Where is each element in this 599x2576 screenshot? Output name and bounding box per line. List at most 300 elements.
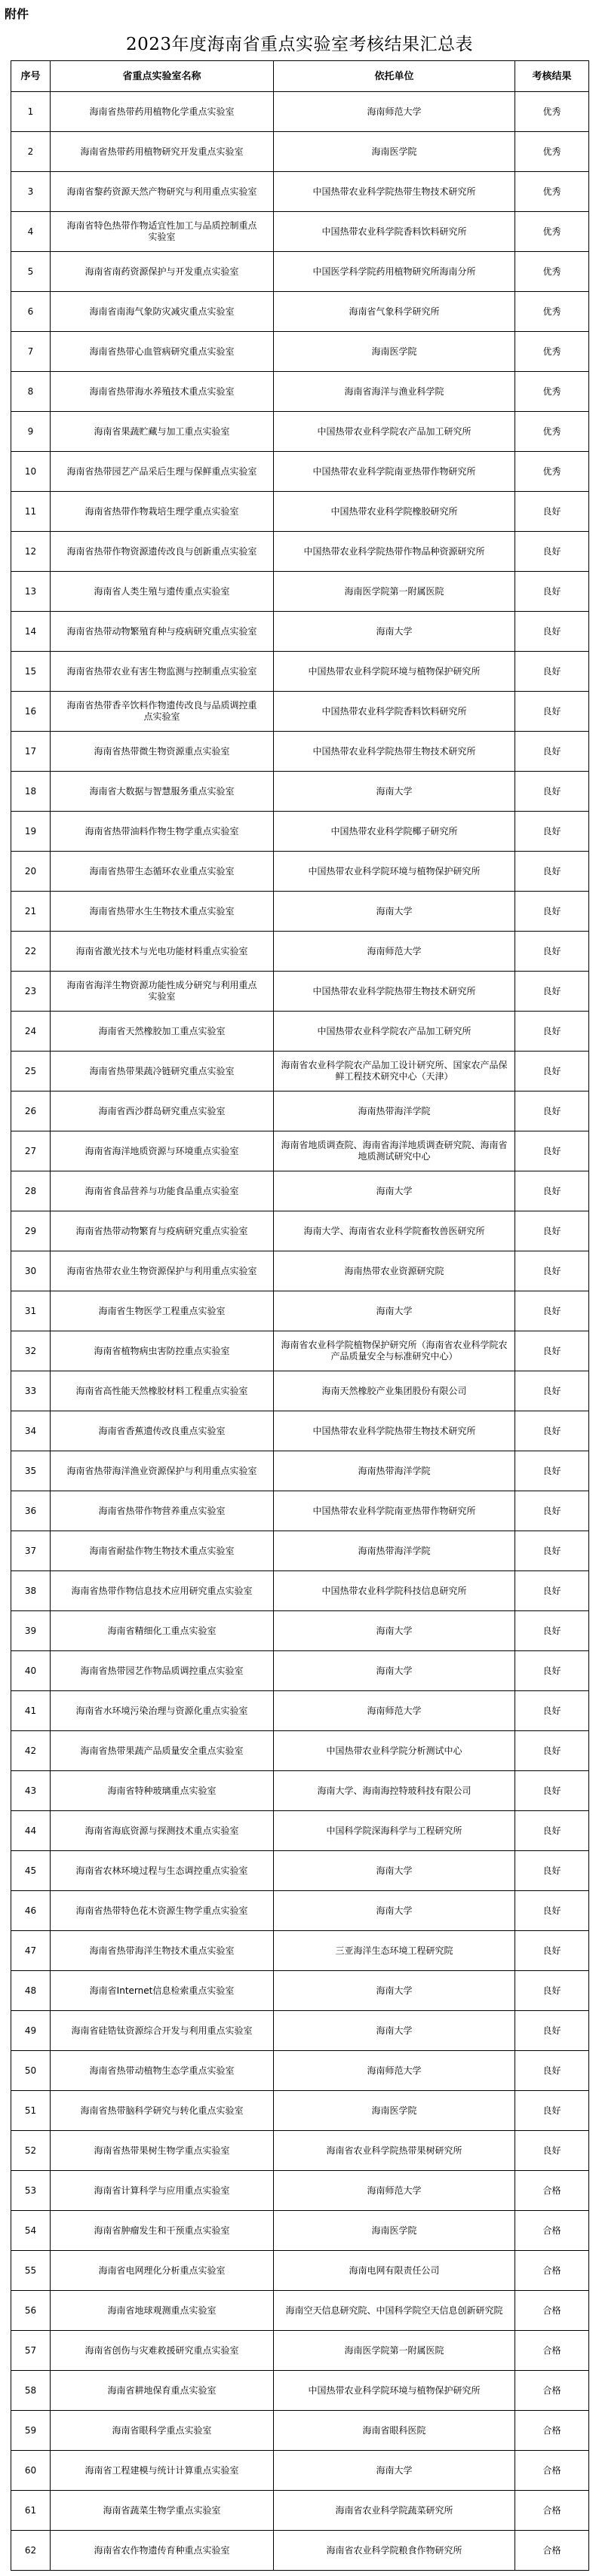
cell-lab-name: 海南省计算科学与应用重点实验室: [51, 2171, 274, 2211]
cell-lab-name: 海南省热带果蔬冷链研究重点实验室: [51, 1052, 274, 1091]
cell-result: 良好: [515, 1491, 589, 1531]
cell-serial: 42: [11, 1731, 51, 1771]
cell-host-unit: 海南大学: [274, 1651, 515, 1691]
table-row: [11, 1131, 589, 1171]
cell-host-unit: 海南大学: [274, 1891, 515, 1931]
table-row: [11, 172, 589, 212]
cell-lab-name: 海南省热带微生物资源重点实验室: [51, 732, 274, 772]
cell-serial: 1: [11, 92, 51, 132]
cell-host-unit: 中国热带农业科学院南亚热带作物研究所: [274, 452, 515, 492]
table-row: [11, 1691, 589, 1731]
cell-result: 良好: [515, 1851, 589, 1891]
table-row: [11, 1531, 589, 1571]
table-row: [11, 412, 589, 452]
cell-serial: 28: [11, 1171, 51, 1211]
cell-serial: 12: [11, 532, 51, 572]
cell-host-unit: 中国热带农业科学院热带生物技术研究所: [274, 732, 515, 772]
cell-result: 良好: [515, 1411, 589, 1451]
cell-result: 良好: [515, 692, 589, 732]
cell-host-unit: 中国热带农业科学院环境与植物保护研究所: [274, 2371, 515, 2411]
cell-serial: 32: [11, 1331, 51, 1371]
cell-host-unit: 海南大学: [274, 2451, 515, 2491]
cell-lab-name: 海南省热带作物信息技术应用研究重点实验室: [51, 1571, 274, 1611]
cell-serial: 58: [11, 2371, 51, 2411]
table-row: [11, 2011, 589, 2051]
cell-serial: 16: [11, 692, 51, 732]
cell-lab-name: 海南省高性能天然橡胶材料工程重点实验室: [51, 1371, 274, 1411]
cell-serial: 19: [11, 812, 51, 852]
table-row: [11, 2491, 589, 2531]
table-row: [11, 1571, 589, 1611]
cell-serial: 7: [11, 332, 51, 372]
cell-result: 良好: [515, 2131, 589, 2171]
cell-result: 良好: [515, 852, 589, 892]
cell-result: 良好: [515, 772, 589, 812]
cell-serial: 38: [11, 1571, 51, 1611]
table-row: [11, 972, 589, 1012]
table-row: [11, 1291, 589, 1331]
table-row: [11, 852, 589, 892]
table-row: [11, 932, 589, 972]
cell-host-unit: 中国热带农业科学院环境与植物保护研究所: [274, 652, 515, 692]
cell-lab-name: 海南省海洋地质资源与环境重点实验室: [51, 1131, 274, 1171]
cell-host-unit: 海南大学: [274, 1611, 515, 1651]
table-header-row: [11, 61, 589, 92]
cell-serial: 51: [11, 2091, 51, 2131]
cell-result: 良好: [515, 1091, 589, 1131]
cell-lab-name: 海南省热带油料作物生物学重点实验室: [51, 812, 274, 852]
table-row: [11, 1851, 589, 1891]
title-area: [0, 24, 599, 60]
cell-result: 合格: [515, 2451, 589, 2491]
cell-lab-name: 海南省热带园艺产品采后生理与保鲜重点实验室: [51, 452, 274, 492]
cell-host-unit: 中国热带农业科学院橡胶研究所: [274, 492, 515, 532]
cell-lab-name: 海南省Internet信息检索重点实验室: [51, 1971, 274, 2011]
cell-result: 良好: [515, 1251, 589, 1291]
cell-host-unit: 海南师范大学: [274, 92, 515, 132]
cell-serial: 45: [11, 1851, 51, 1891]
cell-result: 良好: [515, 2051, 589, 2091]
cell-serial: 18: [11, 772, 51, 812]
cell-serial: 60: [11, 2451, 51, 2491]
cell-serial: 17: [11, 732, 51, 772]
cell-host-unit: 海南空天信息研究院、中国科学院空天信息创新研究院: [274, 2291, 515, 2331]
cell-serial: 50: [11, 2051, 51, 2091]
cell-lab-name: 海南省热带药用植物研究开发重点实验室: [51, 132, 274, 172]
table-row: [11, 1651, 589, 1691]
cell-host-unit: 海南省农业科学院粮食作物研究所: [274, 2531, 515, 2571]
cell-serial: 5: [11, 252, 51, 292]
cell-host-unit: 海南热带海洋学院: [274, 1531, 515, 1571]
cell-host-unit: 中国热带农业科学院分析测试中心: [274, 1731, 515, 1771]
table-row: [11, 1331, 589, 1371]
cell-lab-name: 海南省大数据与智慧服务重点实验室: [51, 772, 274, 812]
table-row: [11, 2331, 589, 2371]
cell-host-unit: 海南热带海洋学院: [274, 1091, 515, 1131]
cell-lab-name: 海南省地球观测重点实验室: [51, 2291, 274, 2331]
cell-lab-name: 海南省热带脑科学研究与转化重点实验室: [51, 2091, 274, 2131]
cell-serial: 61: [11, 2491, 51, 2531]
cell-result: 优秀: [515, 92, 589, 132]
cell-serial: 27: [11, 1131, 51, 1171]
table-row: [11, 2371, 589, 2411]
table-row: [11, 1211, 589, 1251]
cell-serial: 39: [11, 1611, 51, 1651]
cell-serial: 9: [11, 412, 51, 452]
cell-result: 良好: [515, 1691, 589, 1731]
table-row: [11, 2251, 589, 2291]
cell-host-unit: 海南医学院第一附属医院: [274, 572, 515, 612]
cell-lab-name: 海南省热带作物资源遗传改良与创新重点实验室: [51, 532, 274, 572]
cell-serial: 25: [11, 1052, 51, 1091]
table-row: [11, 452, 589, 492]
cell-lab-name: 海南省生物医学工程重点实验室: [51, 1291, 274, 1331]
table-row: [11, 2051, 589, 2091]
cell-serial: 35: [11, 1451, 51, 1491]
cell-lab-name: 海南省农作物遗传育种重点实验室: [51, 2531, 274, 2571]
cell-result: 良好: [515, 1651, 589, 1691]
cell-host-unit: 中国热带农业科学院香料饮料研究所: [274, 212, 515, 252]
cell-host-unit: 海南医学院: [274, 132, 515, 172]
table-row: [11, 1451, 589, 1491]
cell-result: 合格: [515, 2371, 589, 2411]
cell-lab-name: 海南省创伤与灾难救援研究重点实验室: [51, 2331, 274, 2371]
cell-lab-name: 海南省植物病虫害防控重点实验室: [51, 1331, 274, 1371]
cell-result: 优秀: [515, 212, 589, 252]
cell-lab-name: 海南省热带海洋渔业资源保护与利用重点实验室: [51, 1451, 274, 1491]
cell-serial: 34: [11, 1411, 51, 1451]
cell-lab-name: 海南省食品营养与功能食品重点实验室: [51, 1171, 274, 1211]
cell-result: 合格: [515, 2531, 589, 2571]
cell-lab-name: 海南省天然橡胶加工重点实验室: [51, 1012, 274, 1052]
cell-lab-name: 海南省硅锆钛资源综合开发与利用重点实验室: [51, 2011, 274, 2051]
table-row: [11, 1931, 589, 1971]
cell-lab-name: 海南省热带作物栽培生理学重点实验室: [51, 492, 274, 532]
cell-host-unit: 海南大学: [274, 772, 515, 812]
cell-serial: 22: [11, 932, 51, 972]
table-row: [11, 332, 589, 372]
cell-host-unit: 海南热带农业资源研究院: [274, 1251, 515, 1291]
cell-lab-name: 海南省热带作物营养重点实验室: [51, 1491, 274, 1531]
cell-result: 良好: [515, 612, 589, 652]
cell-serial: 4: [11, 212, 51, 252]
cell-result: 良好: [515, 732, 589, 772]
cell-host-unit: 中国热带农业科学院环境与植物保护研究所: [274, 852, 515, 892]
table-row: [11, 212, 589, 252]
cell-lab-name: 海南省热带海水养殖技术重点实验室: [51, 372, 274, 412]
cell-lab-name: 海南省工程建模与统计计算重点实验室: [51, 2451, 274, 2491]
cell-lab-name: 海南省海底资源与探测技术重点实验室: [51, 1811, 274, 1851]
cell-serial: 56: [11, 2291, 51, 2331]
table-row: [11, 2451, 589, 2491]
cell-result: 良好: [515, 972, 589, 1012]
cell-lab-name: 海南省肿瘤发生和干预重点实验室: [51, 2211, 274, 2251]
cell-lab-name: 海南省热带心血管病研究重点实验室: [51, 332, 274, 372]
cell-serial: 41: [11, 1691, 51, 1731]
header-result: 考核结果: [515, 61, 589, 92]
cell-lab-name: 海南省水环境污染治理与资源化重点实验室: [51, 1691, 274, 1731]
cell-host-unit: 海南大学: [274, 1971, 515, 2011]
cell-serial: 13: [11, 572, 51, 612]
cell-lab-name: 海南省蔬菜生物学重点实验室: [51, 2491, 274, 2531]
cell-lab-name: 海南省热带果树生物学重点实验室: [51, 2131, 274, 2171]
cell-lab-name: 海南省热带动物繁殖育种与疫病研究重点实验室: [51, 612, 274, 652]
table-row: [11, 2131, 589, 2171]
cell-result: 良好: [515, 572, 589, 612]
cell-serial: 23: [11, 972, 51, 1012]
cell-serial: 8: [11, 372, 51, 412]
cell-host-unit: 中国热带农业科学院热带生物技术研究所: [274, 172, 515, 212]
cell-host-unit: 海南天然橡胶产业集团股份有限公司: [274, 1371, 515, 1411]
cell-lab-name: 海南省精细化工重点实验室: [51, 1611, 274, 1651]
cell-host-unit: 中国热带农业科学院椰子研究所: [274, 812, 515, 852]
table-row: [11, 1731, 589, 1771]
cell-host-unit: 海南大学: [274, 1851, 515, 1891]
cell-host-unit: 中国热带农业科学院科技信息研究所: [274, 1571, 515, 1611]
cell-host-unit: 中国热带农业科学院农产品加工研究所: [274, 1012, 515, 1052]
cell-lab-name: 海南省激光技术与光电功能材料重点实验室: [51, 932, 274, 972]
cell-result: 合格: [515, 2411, 589, 2451]
table-body: [11, 92, 589, 2571]
cell-host-unit: 中国热带农业科学院热带生物技术研究所: [274, 1411, 515, 1451]
cell-host-unit: 海南医学院: [274, 332, 515, 372]
cell-lab-name: 海南省香蕉遗传改良重点实验室: [51, 1411, 274, 1451]
cell-lab-name: 海南省热带农业生物资源保护与利用重点实验室: [51, 1251, 274, 1291]
cell-lab-name: 海南省热带药用植物化学重点实验室: [51, 92, 274, 132]
cell-lab-name: 海南省西沙群岛研究重点实验室: [51, 1091, 274, 1131]
table-row: [11, 1971, 589, 2011]
cell-serial: 6: [11, 292, 51, 332]
cell-result: 良好: [515, 932, 589, 972]
table-row: [11, 1052, 589, 1091]
cell-serial: 46: [11, 1891, 51, 1931]
cell-serial: 11: [11, 492, 51, 532]
cell-host-unit: 海南医学院第一附属医院: [274, 2331, 515, 2371]
cell-host-unit: 中国医学科学院药用植物研究所海南分所: [274, 252, 515, 292]
cell-lab-name: 海南省南药资源保护与开发重点实验室: [51, 252, 274, 292]
cell-serial: 10: [11, 452, 51, 492]
cell-serial: 43: [11, 1771, 51, 1811]
table-row: [11, 1811, 589, 1851]
cell-serial: 20: [11, 852, 51, 892]
cell-host-unit: 海南电网有限责任公司: [274, 2251, 515, 2291]
cell-result: 合格: [515, 2211, 589, 2251]
cell-host-unit: 海南大学: [274, 1171, 515, 1211]
cell-host-unit: 海南大学: [274, 2011, 515, 2051]
header-serial: 序号: [11, 61, 51, 92]
cell-result: 良好: [515, 1211, 589, 1251]
cell-host-unit: 海南大学: [274, 1291, 515, 1331]
cell-host-unit: 海南师范大学: [274, 2171, 515, 2211]
cell-result: 良好: [515, 532, 589, 572]
cell-result: 合格: [515, 2331, 589, 2371]
table-row: [11, 732, 589, 772]
cell-serial: 15: [11, 652, 51, 692]
attachment-label: 附件: [5, 7, 29, 21]
cell-result: 良好: [515, 1971, 589, 2011]
cell-serial: 21: [11, 892, 51, 932]
table-row: [11, 1091, 589, 1131]
cell-host-unit: 中国热带农业科学院南亚热带作物研究所: [274, 1491, 515, 1531]
cell-host-unit: 海南省地质调查院、海南省海洋地质调查研究院、海南省地质测试研究中心: [274, 1131, 515, 1171]
cell-serial: 14: [11, 612, 51, 652]
cell-serial: 54: [11, 2211, 51, 2251]
cell-host-unit: 三亚海洋生态环境工程研究院: [274, 1931, 515, 1971]
cell-host-unit: 海南省眼科医院: [274, 2411, 515, 2451]
cell-host-unit: 海南大学、海南省农业科学院畜牧兽医研究所: [274, 1211, 515, 1251]
cell-host-unit: 海南师范大学: [274, 2051, 515, 2091]
cell-result: 优秀: [515, 172, 589, 212]
cell-host-unit: 海南大学: [274, 892, 515, 932]
table-row: [11, 812, 589, 852]
cell-result: 良好: [515, 1331, 589, 1371]
document-title: 2023年度海南省重点实验室考核结果汇总表: [125, 34, 474, 54]
cell-result: 优秀: [515, 292, 589, 332]
cell-lab-name: 海南省热带水生生物技术重点实验室: [51, 892, 274, 932]
cell-lab-name: 海南省热带动物繁育与疫病研究重点实验室: [51, 1211, 274, 1251]
cell-result: 合格: [515, 2251, 589, 2291]
table-row: [11, 612, 589, 652]
table-row: [11, 772, 589, 812]
cell-lab-name: 海南省黎药资源天然产物研究与利用重点实验室: [51, 172, 274, 212]
table-row: [11, 132, 589, 172]
cell-lab-name: 海南省耕地保育重点实验室: [51, 2371, 274, 2411]
cell-result: 优秀: [515, 452, 589, 492]
cell-result: 良好: [515, 1611, 589, 1651]
cell-result: 优秀: [515, 332, 589, 372]
table-row: [11, 1491, 589, 1531]
cell-serial: 40: [11, 1651, 51, 1691]
cell-serial: 37: [11, 1531, 51, 1571]
table-row: [11, 532, 589, 572]
cell-host-unit: 中国热带农业科学院农产品加工研究所: [274, 412, 515, 452]
table-row: [11, 2211, 589, 2251]
cell-result: 合格: [515, 2291, 589, 2331]
cell-host-unit: 海南医学院: [274, 2091, 515, 2131]
cell-serial: 52: [11, 2131, 51, 2171]
table-row: [11, 652, 589, 692]
table-row: [11, 2171, 589, 2211]
table-row: [11, 2531, 589, 2571]
cell-result: 良好: [515, 2091, 589, 2131]
cell-result: 良好: [515, 892, 589, 932]
cell-serial: 30: [11, 1251, 51, 1291]
cell-host-unit: 海南医学院: [274, 2211, 515, 2251]
cell-lab-name: 海南省特色热带作物适宜性加工与品质控制重点实验室: [51, 212, 274, 252]
cell-lab-name: 海南省农林环境过程与生态调控重点实验室: [51, 1851, 274, 1891]
table-row: [11, 1771, 589, 1811]
table-row: [11, 692, 589, 732]
cell-result: 良好: [515, 1012, 589, 1052]
header-host-unit: 依托单位: [274, 61, 515, 92]
cell-result: 良好: [515, 492, 589, 532]
table-row: [11, 292, 589, 332]
cell-serial: 57: [11, 2331, 51, 2371]
table-row: [11, 2411, 589, 2451]
cell-serial: 3: [11, 172, 51, 212]
table-row: [11, 1611, 589, 1651]
cell-host-unit: 海南省农业科学院农产品加工设计研究所、国家农产品保鲜工程技术研究中心（天津）: [274, 1052, 515, 1091]
cell-result: 良好: [515, 1171, 589, 1211]
cell-lab-name: 海南省人类生殖与遗传重点实验室: [51, 572, 274, 612]
cell-serial: 26: [11, 1091, 51, 1131]
cell-result: 良好: [515, 812, 589, 852]
cell-serial: 47: [11, 1931, 51, 1971]
cell-result: 良好: [515, 1811, 589, 1851]
cell-lab-name: 海南省耐盐作物生物技术重点实验室: [51, 1531, 274, 1571]
cell-host-unit: 海南热带海洋学院: [274, 1451, 515, 1491]
cell-host-unit: 海南师范大学: [274, 1691, 515, 1731]
cell-result: 良好: [515, 1371, 589, 1411]
cell-serial: 48: [11, 1971, 51, 2011]
table-row: [11, 2291, 589, 2331]
cell-serial: 59: [11, 2411, 51, 2451]
cell-result: 良好: [515, 1891, 589, 1931]
header-lab-name: 省重点实验室名称: [51, 61, 274, 92]
cell-host-unit: 海南师范大学: [274, 932, 515, 972]
cell-host-unit: 中国热带农业科学院香料饮料研究所: [274, 692, 515, 732]
table-row: [11, 572, 589, 612]
cell-lab-name: 海南省热带园艺作物品质调控重点实验室: [51, 1651, 274, 1691]
table-row: [11, 252, 589, 292]
table-row: [11, 892, 589, 932]
cell-host-unit: 海南省农业科学院蔬菜研究所: [274, 2491, 515, 2531]
cell-lab-name: 海南省热带特色花木资源生物学重点实验室: [51, 1891, 274, 1931]
cell-result: 良好: [515, 1931, 589, 1971]
table-row: [11, 2091, 589, 2131]
cell-host-unit: 海南省气象科学研究所: [274, 292, 515, 332]
cell-result: 合格: [515, 2491, 589, 2531]
cell-lab-name: 海南省海洋生物资源功能性成分研究与利用重点实验室: [51, 972, 274, 1012]
cell-lab-name: 海南省电网理化分析重点实验室: [51, 2251, 274, 2291]
cell-result: 良好: [515, 1052, 589, 1091]
cell-host-unit: 中国热带农业科学院热带作物品种资源研究所: [274, 532, 515, 572]
table-row: [11, 1411, 589, 1451]
cell-result: 良好: [515, 1131, 589, 1171]
cell-result: 良好: [515, 1731, 589, 1771]
cell-host-unit: 中国热带农业科学院热带生物技术研究所: [274, 972, 515, 1012]
cell-result: 合格: [515, 2171, 589, 2211]
cell-lab-name: 海南省热带生态循环农业重点实验室: [51, 852, 274, 892]
cell-result: 优秀: [515, 412, 589, 452]
cell-result: 良好: [515, 652, 589, 692]
table-row: [11, 1371, 589, 1411]
cell-serial: 53: [11, 2171, 51, 2211]
cell-lab-name: 海南省热带动植物生态学重点实验室: [51, 2051, 274, 2091]
cell-serial: 29: [11, 1211, 51, 1251]
cell-lab-name: 海南省热带农业有害生物监测与控制重点实验室: [51, 652, 274, 692]
table-row: [11, 1891, 589, 1931]
cell-serial: 31: [11, 1291, 51, 1331]
cell-serial: 55: [11, 2251, 51, 2291]
cell-serial: 2: [11, 132, 51, 172]
cell-lab-name: 海南省热带果蔬产品质量安全重点实验室: [51, 1731, 274, 1771]
cell-lab-name: 海南省热带香辛饮料作物遗传改良与品质调控重点实验室: [51, 692, 274, 732]
cell-result: 优秀: [515, 372, 589, 412]
results-table: [11, 60, 589, 2571]
cell-result: 良好: [515, 1571, 589, 1611]
table-row: [11, 372, 589, 412]
cell-serial: 36: [11, 1491, 51, 1531]
cell-host-unit: 海南大学: [274, 612, 515, 652]
table-row: [11, 1251, 589, 1291]
cell-host-unit: 海南大学、海南海控特玻科技有限公司: [274, 1771, 515, 1811]
cell-serial: 24: [11, 1012, 51, 1052]
cell-serial: 44: [11, 1811, 51, 1851]
cell-serial: 33: [11, 1371, 51, 1411]
cell-result: 良好: [515, 1771, 589, 1811]
cell-lab-name: 海南省南海气象防灾减灾重点实验室: [51, 292, 274, 332]
